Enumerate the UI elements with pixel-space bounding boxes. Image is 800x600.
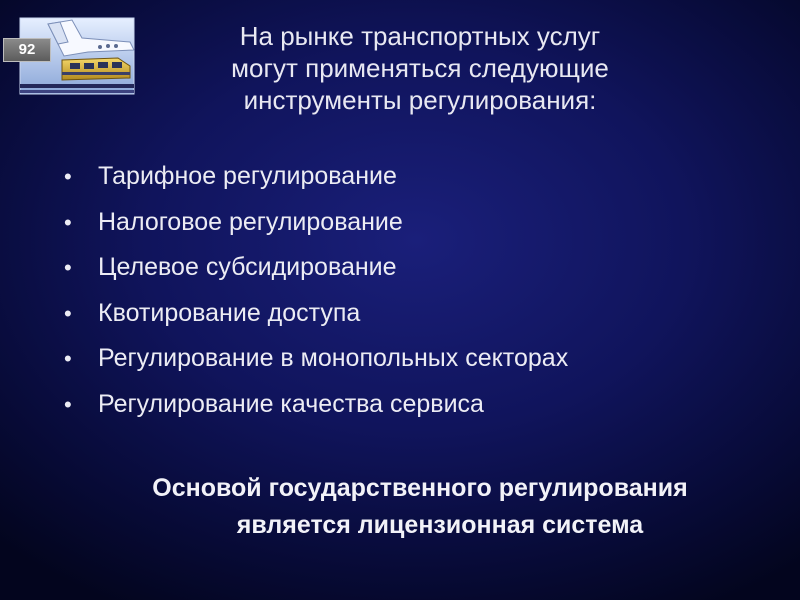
footer-line: Основой государственного регулирования [152, 474, 688, 502]
bullet-icon: • [64, 255, 72, 280]
bullet-text: Налоговое регулирование [98, 207, 403, 236]
title-line: На рынке транспортных услуг [239, 21, 601, 51]
bullet-item [64, 336, 764, 382]
bullet-icon: • [64, 164, 72, 189]
title-line: могут применяться следующие [231, 53, 609, 83]
bullet-icon: • [64, 346, 72, 371]
bullet-text: Целевое субсидирование [98, 253, 397, 281]
bullet-text: Регулирование качества сервиса [98, 389, 484, 418]
bullet-item [64, 291, 764, 337]
bullet-icon: • [64, 391, 72, 417]
title-line: инструменты регулирования: [243, 85, 597, 115]
bullet-item [64, 200, 764, 246]
footer-statement [70, 470, 770, 544]
bullet-text: Регулирование в монопольных секторах [98, 344, 569, 372]
slide-title [150, 20, 690, 116]
bullet-text: Тарифное регулирование [98, 162, 397, 190]
bullet-icon: • [64, 209, 72, 235]
slide-number-badge: 92 [3, 38, 51, 62]
bullet-icon: • [64, 300, 72, 326]
footer-line: является лицензионная система [236, 511, 644, 539]
bullet-item [64, 382, 764, 428]
bullet-text: Квотирование доступа [98, 298, 361, 327]
bullet-list [64, 154, 764, 427]
bullet-item [64, 154, 764, 200]
bullet-item [64, 245, 764, 291]
